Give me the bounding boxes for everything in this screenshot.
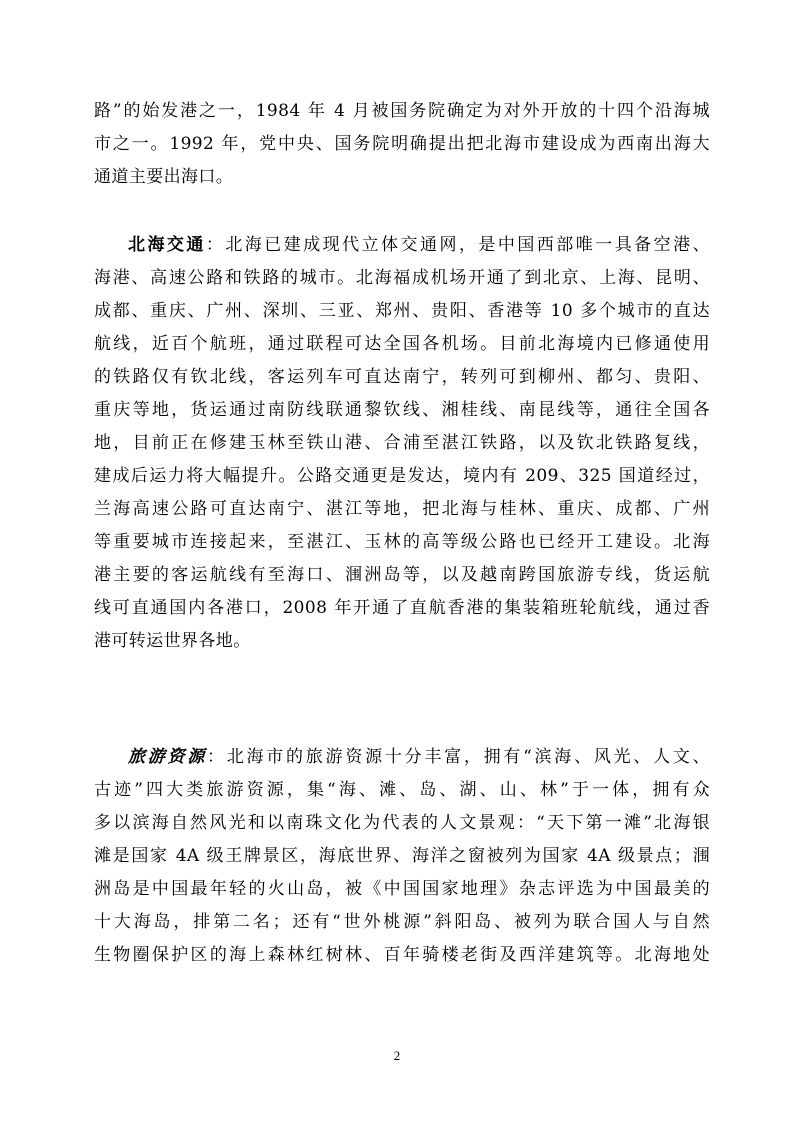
text-line: 线可直通国内各港口，2008 年开通了直航香港的集装箱班轮航线，通过香 — [94, 598, 710, 618]
text-line: 十大海岛，排第二名；还有“世外桃源”斜阳岛、被列为联合国人与自然 — [94, 912, 710, 932]
text-line-first — [94, 741, 710, 774]
text-line: 生物圈保护区的海上森林红树林、百年骑楼老街及西洋建筑等。北海地处 — [94, 945, 710, 965]
text-line: 通道主要出海口。 — [94, 167, 234, 187]
text-line: 滩是国家 4A 级王牌景区，海底世界、海洋之窗被列为国家 4A 级景点；涠 — [94, 846, 710, 866]
text-line: 洲岛是中国最年轻的火山岛，被《中国国家地理》杂志评选为中国最美的 — [94, 879, 710, 899]
text-line: 海港、高速公路和铁路的城市。北海福成机场开通了到北京、上海、昆明、 — [94, 268, 710, 288]
text-line-first — [94, 229, 710, 262]
text-span: ：北海已建成现代立体交通网，是中国西部唯一具备空港、 — [205, 235, 710, 255]
text-line: 等重要城市连接起来，至湛江、玉林的高等级公路也已经开工建设。北海 — [94, 532, 710, 552]
text-line: 港主要的客运航线有至海口、涠洲岛等，以及越南跨国旅游专线，货运航 — [94, 565, 710, 585]
text-line: 古迹”四大类旅游资源，集“海、滩、岛、湖、山、林”于一体，拥有众 — [94, 780, 710, 800]
paragraph-port-history — [94, 95, 710, 194]
text-line: 重庆等地，货运通过南防线联通黎钦线、湘桂线、南昆线等，通往全国各 — [94, 400, 710, 420]
section-heading-transport: 北海交通 — [128, 235, 206, 255]
paragraph-transport — [94, 229, 710, 658]
text-line: 路”的始发港之一，1984 年 4 月被国务院确定为对外开放的十四个沿海城 — [94, 101, 710, 121]
text-line: 市之一。1992 年，党中央、国务院明确提出把北海市建设成为西南出海大 — [94, 134, 710, 154]
text-line: 兰海高速公路可直达南宁、湛江等地，把北海与桂林、重庆、成都、广州 — [94, 499, 710, 519]
text-line: 多以滨海自然风光和以南珠文化为代表的人文景观：“天下第一滩”北海银 — [94, 813, 710, 833]
text-line: 港可转运世界各地。 — [94, 631, 251, 651]
paragraph-tourism — [94, 741, 710, 972]
text-line: 地，目前正在修建玉林至铁山港、合浦至湛江铁路，以及钦北铁路复线， — [94, 433, 710, 453]
section-heading-tourism: 旅游资源 — [128, 747, 208, 767]
text-line: 航线，近百个航班，通过联程可达全国各机场。目前北海境内已修通使用 — [94, 334, 710, 354]
text-span: ：北海市的旅游资源十分丰富，拥有“滨海、风光、人文、 — [207, 747, 710, 767]
page-number: 2 — [393, 1048, 401, 1063]
text-line: 成都、重庆、广州、深圳、三亚、郑州、贵阳、香港等 10 多个城市的直达 — [94, 301, 710, 321]
text-line: 的铁路仅有钦北线，客运列车可直达南宁，转列可到柳州、都匀、贵阳、 — [94, 367, 710, 387]
text-line: 建成后运力将大幅提升。公路交通更是发达，境内有 209、325 国道经过， — [94, 466, 710, 486]
